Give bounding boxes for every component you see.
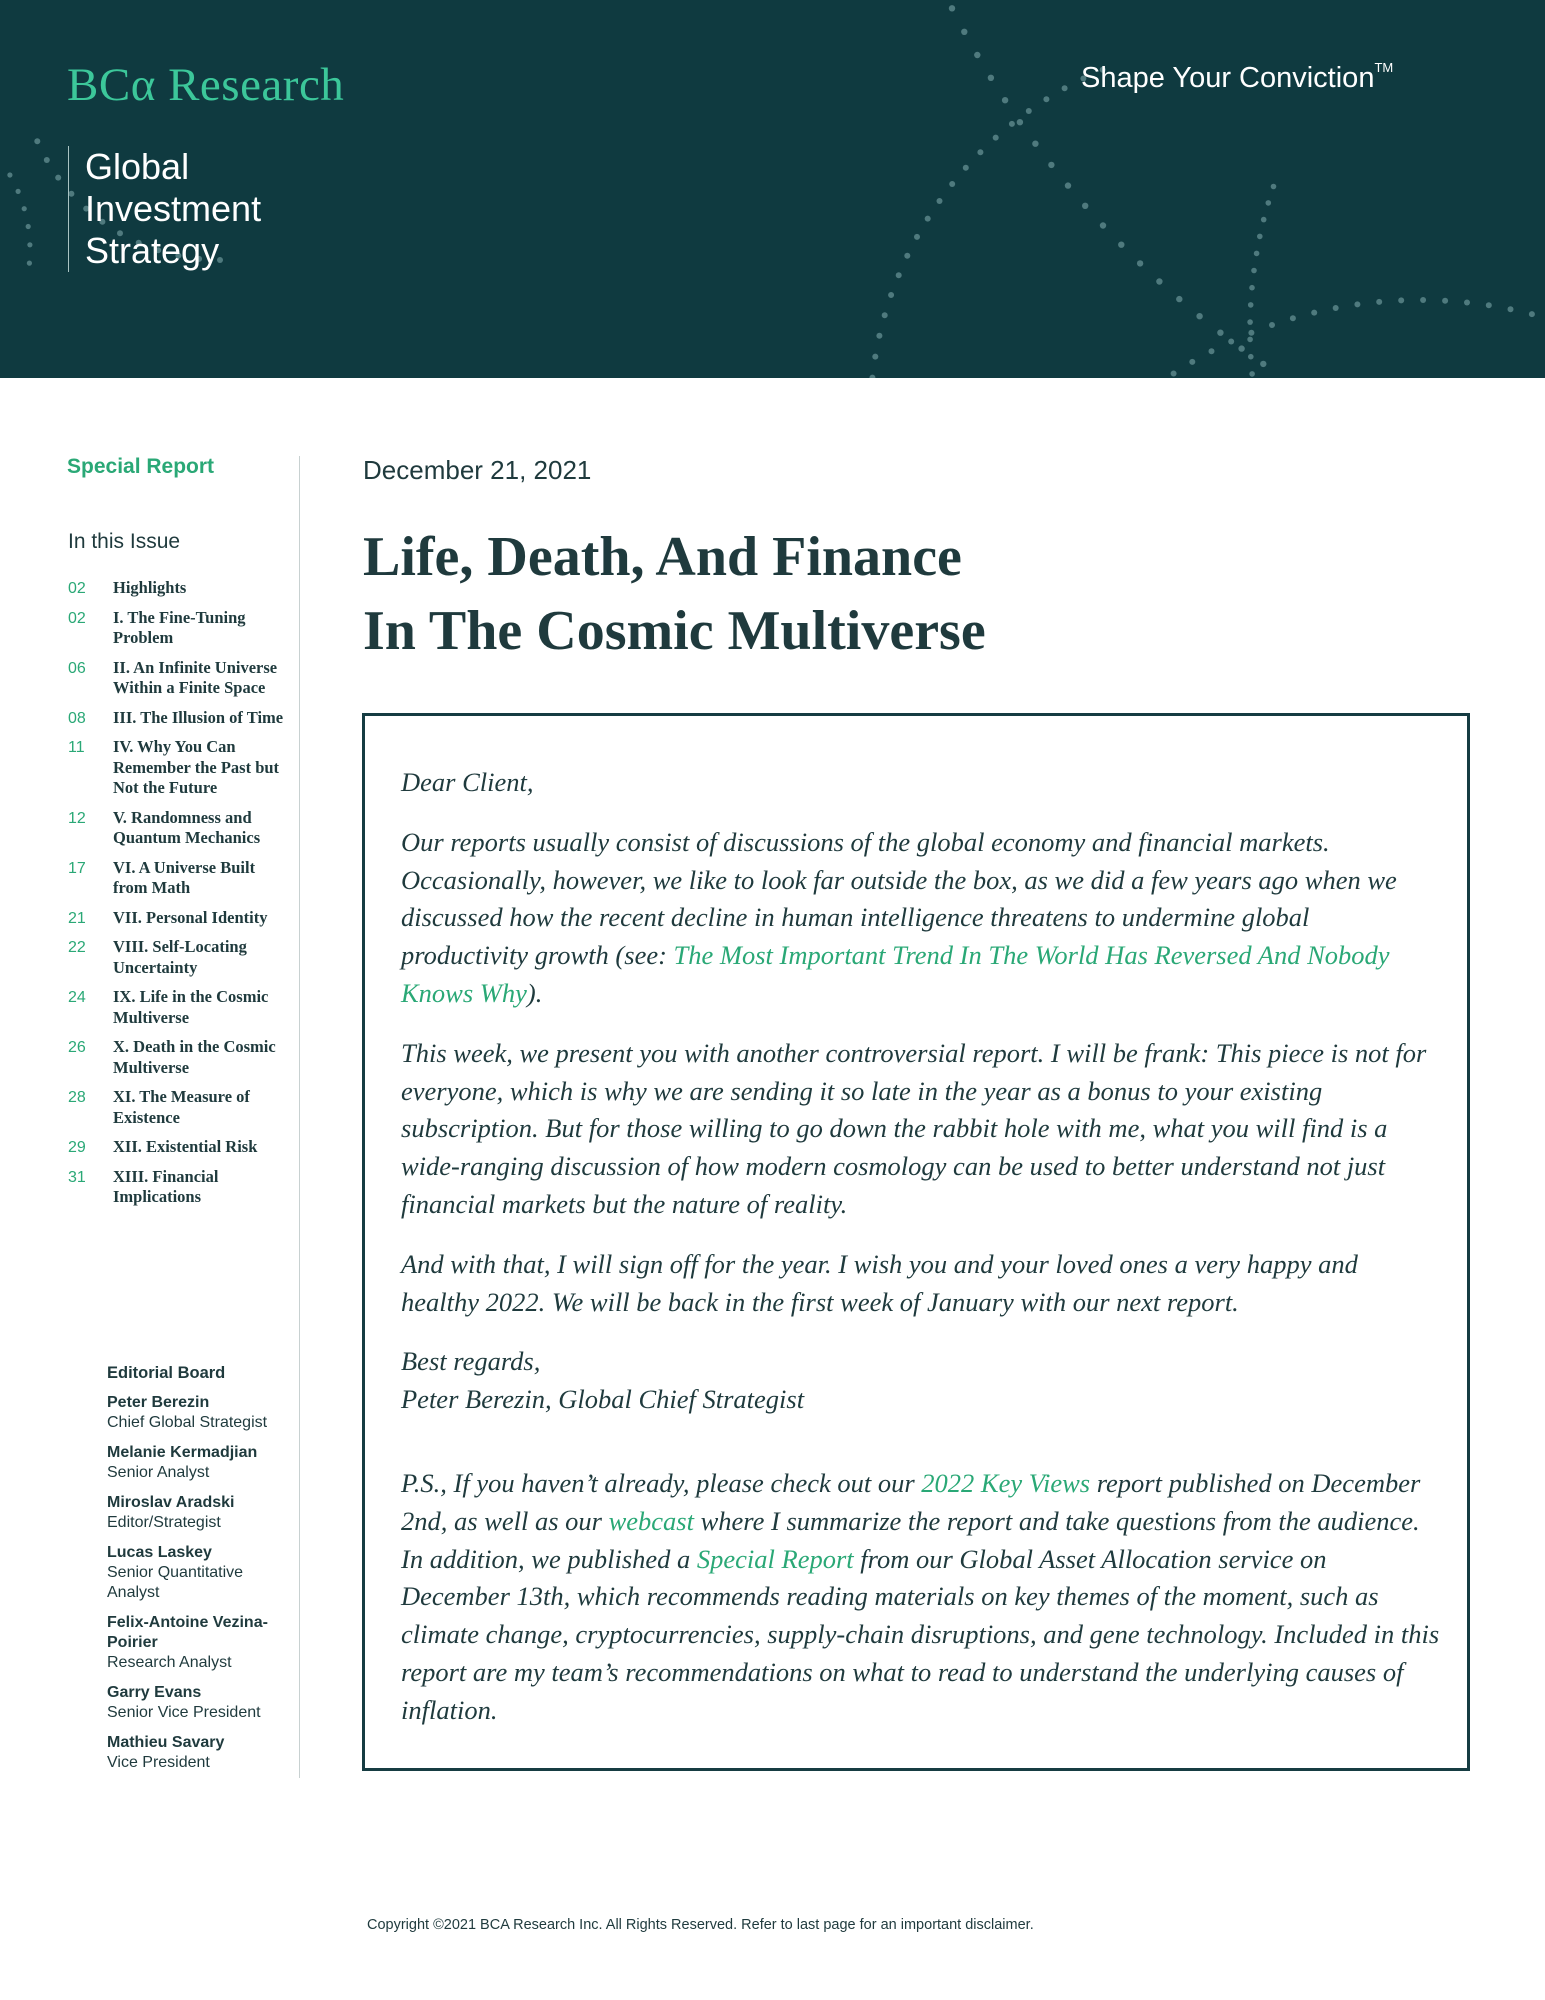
dot — [1238, 345, 1244, 351]
member-name: Mathieu Savary — [107, 1734, 225, 1751]
signature: Peter Berezin, Global Chief Strategist — [401, 1384, 805, 1415]
title-line: In The Cosmic Multiverse — [363, 600, 986, 662]
dot — [1260, 361, 1266, 367]
toc-title: VI. A Universe Built from Math — [113, 857, 256, 897]
product-line: Investment — [85, 188, 262, 229]
board-member — [107, 1443, 297, 1483]
toc-item[interactable] — [68, 987, 298, 1028]
toc-item[interactable] — [68, 1037, 298, 1078]
letter-paragraph — [401, 824, 1441, 1013]
dot — [1217, 330, 1223, 336]
dot — [961, 29, 967, 35]
dot — [1062, 85, 1068, 91]
toc-item[interactable] — [68, 808, 298, 849]
dot — [1248, 354, 1254, 360]
dot — [1043, 96, 1049, 102]
toc-item[interactable] — [68, 858, 298, 899]
toc-title: XI. The Measure of Existence — [113, 1087, 250, 1127]
dot — [1189, 359, 1195, 365]
dot — [882, 312, 888, 318]
letter-body — [401, 764, 1441, 1752]
toc-title: X. Death in the Cosmic Multiverse — [113, 1037, 276, 1077]
sidebar-divider — [299, 456, 300, 1778]
special-report-label: Special Report — [67, 455, 215, 478]
table-of-contents — [68, 578, 298, 1217]
paragraph-text: where I summarize the report and take questions from the audience. In addition, we published a — [401, 1505, 1420, 1574]
product-line: Global — [85, 146, 190, 187]
toc-title: III. The Illusion of Time — [113, 707, 284, 727]
editorial-board-heading: Editorial Board — [107, 1364, 226, 1382]
dot — [876, 333, 882, 339]
toc-title: VII. Personal Identity — [113, 907, 268, 927]
dot — [1442, 298, 1448, 304]
letter-signoff — [401, 1343, 1441, 1419]
paragraph-text: from our Global Asset Allocation service on December 13th, which recommends reading materials on key themes of the moment, such as climate change, cryptocurrencies, supply-chain disruptions, and gene technology. Included in this report are my team’s recommendations on what to read to understand the underlying causes of inflation. — [401, 1543, 1440, 1725]
dot — [1290, 315, 1296, 321]
toc-page-number: 24 — [68, 989, 86, 1006]
paragraph-text: Our reports usually consist of discussions of the global economy and financial markets. Occasionally, however, we like to look far outside the box, as we did a few years ago when we discussed how the recent decline in human intelligence threatens to undermine global productivity growth (see: — [401, 826, 1397, 971]
dot — [1257, 234, 1263, 240]
dot — [949, 5, 955, 11]
member-role: Senior Analyst — [107, 1464, 210, 1481]
dot — [1420, 297, 1426, 303]
dot — [1269, 322, 1275, 328]
dot — [925, 216, 931, 222]
dot — [34, 138, 40, 144]
dot — [1248, 330, 1254, 336]
dot — [1333, 305, 1339, 311]
dot — [1271, 184, 1277, 190]
dot — [1017, 119, 1023, 125]
dot — [1508, 306, 1514, 312]
dot — [963, 165, 969, 171]
dot — [27, 242, 32, 247]
dot — [993, 135, 999, 141]
dot — [1376, 299, 1382, 305]
letter-postscript — [401, 1465, 1441, 1730]
toc-page-number: 02 — [68, 609, 86, 627]
dot — [1065, 182, 1071, 188]
dot — [914, 234, 920, 240]
board-member — [107, 1493, 297, 1533]
toc-page-number: 22 — [68, 939, 86, 956]
dot — [1398, 297, 1404, 303]
header-banner — [0, 0, 1545, 378]
toc-title: IX. Life in the Cosmic Multiverse — [113, 987, 269, 1027]
dot — [974, 52, 980, 58]
dot — [1156, 278, 1162, 284]
letter-paragraph: This week, we present you with another controversial report. I will be frank: This piece is not for everyone, which is why we are sending it so late in the year as a bonus to your existing subscription. But for those willing to go down the rabbit hole with me, what you will find is a wide-ranging discussion of how modern cosmology can be used to better understand not just financial markets but the nature of reality. — [401, 1037, 1427, 1219]
dot — [1048, 162, 1054, 168]
dot — [55, 175, 61, 181]
toc-item[interactable] — [68, 658, 298, 699]
dot — [1100, 222, 1106, 228]
client-letter-box — [362, 713, 1470, 1771]
tagline — [1081, 62, 1393, 95]
member-role: Chief Global Strategist — [107, 1414, 268, 1431]
board-member — [107, 1393, 297, 1433]
toc-item[interactable] — [68, 908, 298, 929]
member-role: Editor/Strategist — [107, 1514, 221, 1531]
toc-title: XIII. Financial Implications — [113, 1166, 219, 1206]
in-this-issue-heading: In this Issue — [68, 530, 181, 553]
dot — [1464, 300, 1470, 306]
letter-paragraph: And with that, I will sign off for the year. I wish you and your loved ones a very happy and healthy 2022. We will be back in the first week of January with our next report. — [401, 1248, 1358, 1317]
toc-title: Highlights — [113, 578, 187, 597]
dot — [1137, 260, 1143, 266]
dot — [949, 181, 955, 187]
closing: Best regards, — [401, 1346, 541, 1377]
dot — [1251, 268, 1257, 274]
dot — [1254, 251, 1260, 257]
webcast-link[interactable]: webcast — [608, 1505, 694, 1536]
board-member — [107, 1733, 297, 1773]
dot — [872, 354, 878, 360]
dot — [1261, 217, 1267, 223]
board-member — [107, 1683, 297, 1723]
toc-item[interactable] — [68, 937, 298, 978]
toc-page-number: 28 — [68, 1089, 86, 1106]
report-link[interactable]: The Most Important Trend In The World Has Reversed And Nobody Knows Why — [401, 940, 1390, 1008]
toc-item[interactable] — [68, 1137, 298, 1158]
toc-item[interactable] — [68, 608, 298, 649]
product-name — [68, 146, 261, 272]
dot — [1009, 121, 1015, 127]
toc-title: V. Randomness and Quantum Mechanics — [113, 807, 261, 847]
report-date: December 21, 2021 — [363, 455, 592, 485]
toc-page-number: 31 — [68, 1168, 86, 1186]
toc-page-number: 06 — [68, 659, 86, 677]
dot — [1354, 301, 1360, 307]
dot — [1002, 97, 1008, 103]
paragraph-text: report published on December 2nd, as well as our — [401, 1467, 1421, 1536]
dot — [1529, 311, 1535, 317]
title-line: Life, Death, And Finance — [363, 526, 962, 588]
member-role: Vice President — [107, 1754, 210, 1771]
dot — [1486, 302, 1492, 308]
toc-page-number: 02 — [68, 580, 86, 597]
toc-title: VIII. Self-Locating Uncertainty — [113, 937, 247, 977]
copyright-footer: Copyright ©2021 BCA Research Inc. All Rights Reserved. Refer to last page for an important disclaimer. — [367, 1917, 1034, 1933]
member-name: Melanie Kermadjian — [107, 1444, 258, 1461]
dot — [26, 224, 31, 229]
dot — [16, 189, 21, 194]
editorial-board — [107, 1364, 297, 1783]
dot — [1209, 348, 1215, 354]
toc-title: XII. Existential Risk — [113, 1137, 258, 1156]
paragraph-text: ). — [526, 977, 543, 1008]
toc-item[interactable] — [68, 578, 298, 599]
dot — [1248, 302, 1254, 308]
toc-item[interactable] — [68, 708, 298, 729]
dot — [27, 261, 32, 266]
dot — [904, 253, 910, 259]
toc-title: II. An Infinite Universe Within a Finite Space — [113, 657, 278, 697]
dot — [22, 206, 27, 211]
dot — [1311, 310, 1317, 316]
toc-title: I. The Fine-Tuning Problem — [113, 607, 246, 647]
dot — [1171, 371, 1177, 377]
dot — [888, 292, 894, 298]
dot — [1249, 371, 1255, 377]
trademark-mark: TM — [1374, 60, 1394, 76]
dot — [1196, 313, 1202, 319]
dot — [896, 272, 902, 278]
member-role: Senior Quantitative Analyst — [107, 1564, 244, 1601]
dot — [1266, 200, 1272, 206]
key-views-link[interactable]: 2022 Key Views — [921, 1467, 1091, 1498]
letter-greeting: Dear Client, — [401, 767, 534, 797]
dot — [937, 198, 943, 204]
board-member — [107, 1613, 297, 1673]
member-role: Research Analyst — [107, 1654, 232, 1671]
dot — [1176, 296, 1182, 302]
toc-page-number: 21 — [68, 909, 86, 927]
dot — [1118, 242, 1124, 248]
dot — [1228, 339, 1234, 345]
member-name: Lucas Laskey — [107, 1544, 212, 1561]
dot — [44, 157, 50, 163]
dot — [1032, 141, 1038, 147]
dot — [977, 149, 983, 155]
toc-page-number: 11 — [68, 739, 85, 756]
board-member — [107, 1543, 297, 1603]
paragraph-text: P.S., If you haven’t already, please check out our — [401, 1467, 922, 1498]
member-name: Garry Evans — [107, 1684, 202, 1701]
brand-logo[interactable]: BCα Research — [67, 59, 345, 111]
toc-title: IV. Why You Can Remember the Past but Not the Future — [113, 737, 280, 797]
toc-page-number: 29 — [68, 1139, 86, 1156]
member-name: Peter Berezin — [107, 1394, 210, 1411]
toc-page-number: 17 — [68, 859, 86, 877]
dot — [1247, 337, 1253, 343]
toc-page-number: 08 — [68, 709, 86, 727]
member-name: Felix-Antoine Vezina-Poirier — [107, 1614, 268, 1651]
dot — [988, 75, 994, 81]
dot — [1247, 319, 1253, 325]
member-role: Senior Vice President — [107, 1704, 261, 1721]
dot — [1026, 108, 1032, 114]
tagline-text: Shape Your Conviction — [1081, 62, 1375, 94]
toc-item[interactable] — [68, 1167, 298, 1208]
board-member-list — [107, 1393, 297, 1773]
toc-page-number: 26 — [68, 1039, 86, 1056]
dot — [1082, 203, 1088, 209]
report-title — [363, 520, 1463, 668]
toc-item[interactable] — [68, 737, 298, 799]
dot — [1249, 285, 1255, 291]
member-name: Miroslav Aradski — [107, 1494, 235, 1511]
toc-item[interactable] — [68, 1087, 298, 1128]
product-line: Strategy — [85, 230, 220, 271]
dot — [869, 375, 875, 378]
special-report-link[interactable]: Special Report — [696, 1543, 854, 1574]
toc-page-number: 12 — [68, 809, 86, 827]
dot — [7, 172, 12, 177]
